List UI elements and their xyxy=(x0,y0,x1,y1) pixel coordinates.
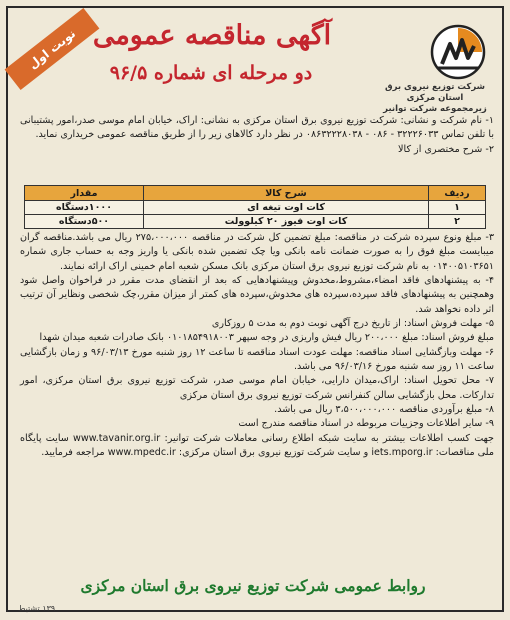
header-quantity: مقدار xyxy=(25,186,144,201)
publication-code: ۱۳۹ تشتیط xyxy=(18,604,56,613)
notice-subtitle: دو مرحله ای شماره ۹۶/۵ xyxy=(109,62,313,84)
header-row-number: ردیف xyxy=(429,186,486,201)
description-cell: کات اوت فیوز ۲۰ کیلوولت xyxy=(144,215,429,229)
first-publication-ribbon: نوبت اول xyxy=(5,8,100,90)
paragraph-6-deadline: ۶- مهلت وبازگشایی اسناد مناقصه: مهلت عودت اسناد مناقصه تا ساعت ۱۲ روز شنبه مورخ ۹۶/۰۳/۱۳ و زمان بازگشایی ساعت ۱۱ روز سه شنبه مورخ ۹۶/۰۳/۱۶ می باشد. xyxy=(20,346,494,373)
paragraph-5-sale-period: ۵- مهلت فروش اسناد: از تاریخ درج آگهی نوبت دوم به مدت ۵ روزکاری xyxy=(211,318,494,330)
table-header-row xyxy=(25,186,486,201)
paragraph-2: ۲- شرح مختصری از کالا xyxy=(398,143,494,155)
table-row xyxy=(25,215,486,229)
paragraph-8-estimate: ۸- مبلغ برآوردی مناقصه ۳،۵۰۰،۰۰۰،۰۰۰ ریال می باشد. xyxy=(274,404,494,416)
tavanir-logo-icon xyxy=(428,24,488,80)
goods-table xyxy=(24,185,486,229)
paragraph-websites: جهت کسب اطلاعات بیشتر به سایت شبکه اطلاع رسانی معاملات شرکت توانیر: www.tavanir.org.ir سایت پایگاه ملی مناقصات: iets.mporg.ir و سایت شرکت توزیع نیروی برق استان مرکزی: www.mpedc.ir مراجعه فرمایید. xyxy=(20,432,494,459)
terms-section xyxy=(20,231,494,461)
company-name xyxy=(376,82,494,115)
paragraph-1: ۱- نام شرکت و نشانی: شرکت توزیع نیروی برق استان مرکزی به نشانی: اراک، خیابان امام موسی صدر،امور پشتیبانی با تلفن تماس ۳۲۲۲۶۰۳۳ - ۰۸۶ - ۰۸۶۳۲۲۲۸۰۳۸ در نظر دارد کالاهای زیر را از طریق مناقصه عمومی خریداری نماید. xyxy=(20,115,494,141)
notice-header xyxy=(14,16,494,112)
intro-section xyxy=(20,114,494,157)
paragraph-9-other-info: ۹- سایر اطلاعات وجزییات مربوطه در اسناد مناقصه مندرج است xyxy=(238,418,494,430)
notice-title: آگهی مناقصه عمومی xyxy=(92,20,332,51)
header-description: شرح کالا xyxy=(144,186,429,201)
paragraph-7-delivery: ۷- محل تحویل اسناد: اراک،میدان دارایی، خیابان امام موسی صدر، شرکت توزیع نیروی برق استان مرکزی، امور تدارکات. محل بازگشایی سالن کنفرانس شرکت توزیع نیروی برق استان مرکزی xyxy=(20,375,494,401)
quantity-cell: ۵۰۰دستگاه xyxy=(25,215,144,229)
company-name-line1: شرکت توزیع نیروی برق استان مرکزی xyxy=(385,82,485,103)
row-number-cell: ۲ xyxy=(429,215,486,229)
paragraph-3-deposit: ۳- مبلغ ونوع سپرده شرکت در مناقصه: مبلغ تضمین کل شرکت در مناقصه ۲۷۵،۰۰۰،۰۰۰ ریال می باشد.مناقصه گران میبایست مبلغ فوق را به صورت ضمانت نامه بانکی ویا چک تضمین شده بانکی یا واریز وجه به حساب جاری شماره ۰۱۴۰۰۵۱۰۳۶۵۱ به نام شرکت توزیع نیروی برق استان مرکزی بانک مسکن شعبه امام خمینی اراک ارائه نمایند. xyxy=(20,232,495,272)
public-relations-signature: روابط عمومی شرکت توزیع نیروی برق استان مرکزی xyxy=(80,576,426,595)
quantity-cell: ۱۰۰۰دستگاه xyxy=(25,201,144,215)
description-cell: کات اوت تیغه ای xyxy=(144,201,429,215)
company-name-line2: زیرمجموعه شرکت توانیر xyxy=(383,104,487,114)
paragraph-4-conditions: ۴- به پیشنهادهای فاقد امضاء،مشروط،مخدوش وپیشنهادهایی که بعد از انقضای مدت مقرر در فراخوان واصل شود وهمچنین به پیشنهادهای فاقد سپرده،سپرده های مخدوش،سپرده های کمتر از میزان مقرر،چک شخصی ونظایر آن ترتیب اثر داده نخواهد شد. xyxy=(20,275,494,315)
paragraph-5-sale-price: مبلغ فروش اسناد: مبلغ ۲۰۰،۰۰۰ ریال فیش واریزی در وجه سپهر ۰۱۰۱۸۵۴۹۱۸۰۰۳ بانک صادرات شعبه میدان شهدا xyxy=(39,332,494,344)
row-number-cell: ۱ xyxy=(429,201,486,215)
table-row xyxy=(25,201,486,215)
